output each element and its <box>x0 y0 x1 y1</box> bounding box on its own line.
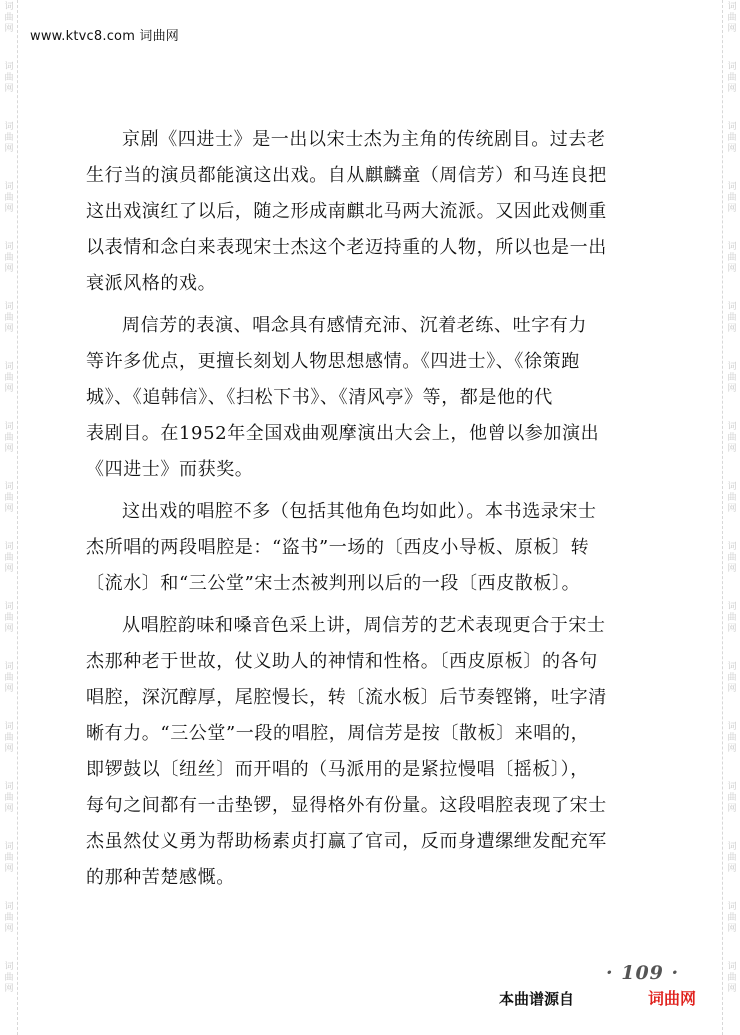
watermark-text: 词 曲 网 <box>4 362 14 394</box>
watermark-text: 词 曲 网 <box>4 482 14 514</box>
paragraph-3 <box>86 494 690 602</box>
text-line: 这出戏演红了以后，随之形成南麒北马两大流派。又因此戏侧重 <box>86 201 607 222</box>
watermark-text: 词 曲 网 <box>727 422 737 454</box>
watermark-text: 词 曲 网 <box>727 62 737 94</box>
text-line: 《四进士》而获奖。 <box>86 459 254 480</box>
text-line: 生行当的演员都能演这出戏。自从麒麟童（周信芳）和马连良把 <box>86 165 607 186</box>
watermark-text: 词 曲 网 <box>4 842 14 874</box>
text-line: 等许多优点，更擅长刻划人物思想感情。《四进士》、《徐策跑 <box>86 351 580 372</box>
watermark-text: 词 曲 网 <box>4 62 14 94</box>
text-line: 表剧目。在1952年全国戏曲观摩演出大会上，他曾以参加演出 <box>86 423 600 444</box>
watermark-text: 词 曲 网 <box>4 902 14 934</box>
watermark-text: 词 曲 网 <box>727 362 737 394</box>
text-line: 晰有力。“三公堂”一段的唱腔，周信芳是按〔散板〕来唱的， <box>86 723 590 744</box>
paragraph-4 <box>86 608 690 896</box>
text-line: 京剧《四进士》是一出以宋士杰为主角的传统剧目。过去老 <box>122 129 606 150</box>
paragraph-2 <box>86 308 690 488</box>
watermark-text: 词 曲 网 <box>4 542 14 574</box>
text-line: 从唱腔韵味和嗓音色采上讲，周信芳的艺术表现更合于宋士 <box>122 615 606 636</box>
text-line: 杰所唱的两段唱腔是：“盗书”一场的〔西皮小导板、原板〕转 <box>86 537 590 558</box>
right-watermark-strip <box>722 0 740 1035</box>
text-line: 衰派风格的戏。 <box>86 273 217 294</box>
watermark-text: 词 曲 网 <box>727 782 737 814</box>
watermark-text: 词 曲 网 <box>4 242 14 274</box>
text-line: 杰那种老于世故，仗义助人的神情和性格。〔西皮原板〕的各句 <box>86 651 598 672</box>
source-label: 本曲谱源自 <box>499 990 575 1008</box>
paragraph-1 <box>86 122 690 302</box>
watermark-text: 词 曲 网 <box>727 302 737 334</box>
watermark-text: 词 曲 网 <box>727 722 737 754</box>
watermark-text: 词 曲 网 <box>4 962 14 994</box>
text-line: 周信芳的表演、唱念具有感情充沛、沉着老练、吐字有力 <box>122 315 587 336</box>
watermark-text: 词 曲 网 <box>4 122 14 154</box>
watermark-text: 词 曲 网 <box>4 422 14 454</box>
watermark-text: 词 曲 网 <box>4 182 14 214</box>
article-body <box>86 122 690 902</box>
text-line: 的那种苦楚感慨。 <box>86 867 235 888</box>
watermark-text: 词 曲 网 <box>727 662 737 694</box>
watermark-text: 词 曲 网 <box>727 902 737 934</box>
watermark-text: 词 曲 网 <box>727 842 737 874</box>
watermark-text: 词 曲 网 <box>4 602 14 634</box>
watermark-text: 词 曲 网 <box>727 962 737 994</box>
text-line: 城》、《追韩信》、《扫松下书》、《清风亭》等，都是他的代 <box>86 387 553 408</box>
text-line: 每句之间都有一击垫锣，显得格外有份量。这段唱腔表现了宋士 <box>86 795 607 816</box>
watermark-text: 词 曲 网 <box>727 602 737 634</box>
watermark-text: 词 曲 网 <box>727 2 737 34</box>
site-header: www.ktvc8.com 词曲网 <box>30 29 180 44</box>
watermark-text: 词 曲 网 <box>4 302 14 334</box>
text-line: 杰虽然仗义勇为帮助杨素贞打赢了官司，反而身遭缧绁发配充军 <box>86 831 607 852</box>
watermark-text: 词 曲 网 <box>727 542 737 574</box>
source-brand-link[interactable]: 词曲网 <box>648 989 697 1008</box>
page-number: · 109 · <box>606 962 680 984</box>
watermark-text: 词 曲 网 <box>727 122 737 154</box>
watermark-text: 词 曲 网 <box>4 662 14 694</box>
watermark-text: 词 曲 网 <box>4 782 14 814</box>
text-line: 即锣鼓以〔纽丝〕而开唱的（马派用的是紧拉慢唱〔摇板〕）， <box>86 759 589 780</box>
watermark-text: 词 曲 网 <box>727 482 737 514</box>
text-line: 唱腔，深沉醇厚，尾腔慢长，转〔流水板〕后节奏铿锵，吐字清 <box>86 687 607 708</box>
watermark-text: 词 曲 网 <box>727 182 737 214</box>
text-line: 这出戏的唱腔不多（包括其他角色均如此）。本书选录宋士 <box>122 501 597 522</box>
watermark-text: 词 曲 网 <box>4 2 14 34</box>
left-watermark-strip <box>0 0 18 1035</box>
text-line: 以表情和念白来表现宋士杰这个老迈持重的人物，所以也是一出 <box>86 237 607 258</box>
text-line: 〔流水〕和“三公堂”宋士杰被判刑以后的一段〔西皮散板〕。 <box>86 573 581 594</box>
watermark-text: 词 曲 网 <box>4 722 14 754</box>
watermark-text: 词 曲 网 <box>727 242 737 274</box>
